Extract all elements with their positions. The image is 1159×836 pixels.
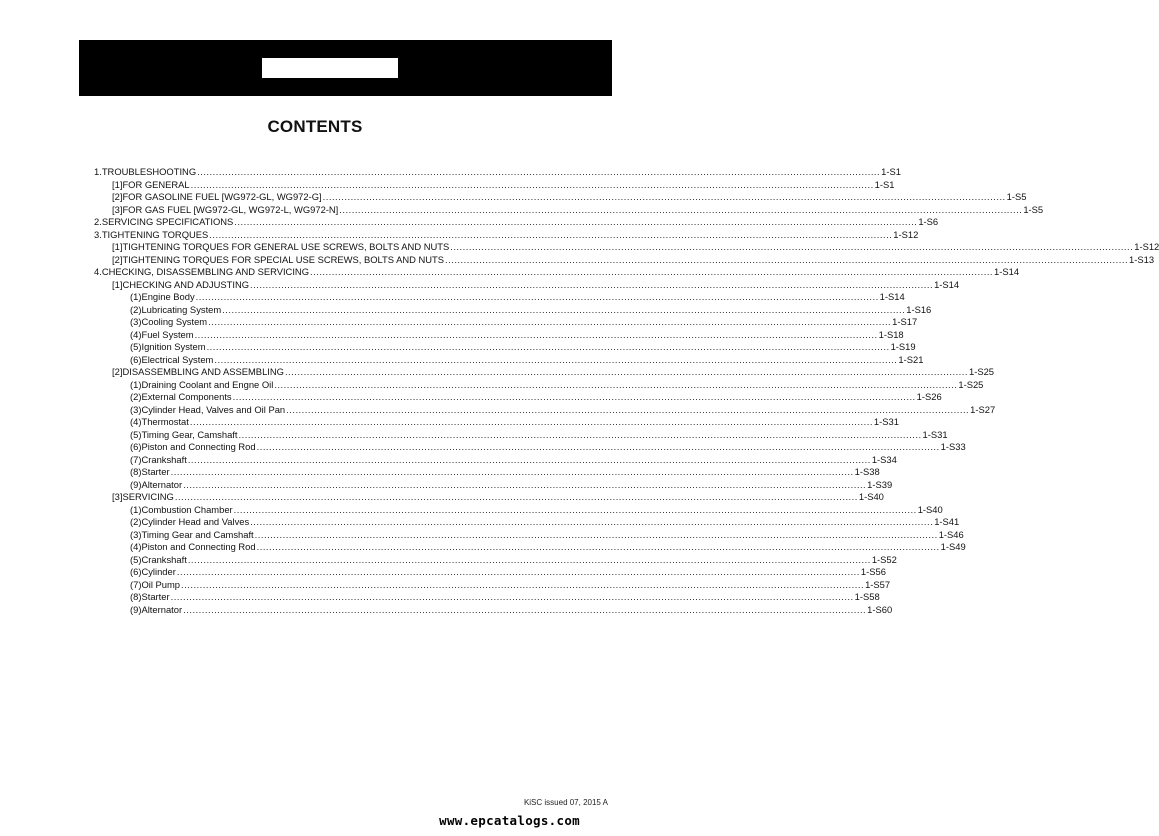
toc-entry-number: (2) xyxy=(130,303,142,315)
toc-dot-leader: ............................................................................................................................................................................................................................ xyxy=(339,203,1023,215)
toc-entry xyxy=(130,466,880,478)
toc-entry xyxy=(130,578,891,591)
toc-dot-leader: ............................................................................................................................................................................................................................ xyxy=(170,591,854,602)
toc-entry-number: (6) xyxy=(130,353,142,365)
toc-entry xyxy=(94,166,901,178)
toc-entry-title: Crankshaft xyxy=(141,553,187,565)
toc-entry-page: 1-S1 xyxy=(881,166,901,177)
toc-entry-number: 2. xyxy=(94,216,102,227)
toc-entry-title: Crankshaft xyxy=(141,453,187,465)
toc-dot-leader: ............................................................................................................................................................................................................................ xyxy=(183,603,867,615)
toc-entry-number: (8) xyxy=(130,591,142,602)
toc-entry-page: 1-S27 xyxy=(970,403,996,415)
toc-entry-number: (7) xyxy=(130,578,142,590)
footer-note: KiSC issued 07, 2015 A xyxy=(523,798,608,807)
toc-entry xyxy=(130,441,966,453)
toc-entry-title: Draining Coolant and Engne Oil xyxy=(141,378,274,390)
page-title: CONTENTS xyxy=(267,117,363,136)
toc-dot-leader: ............................................................................................................................................................................................................................ xyxy=(170,466,854,477)
toc-entry-page: 1-S14 xyxy=(994,266,1020,277)
toc-entry-title: Cylinder Head and Valves xyxy=(141,516,250,527)
toc-entry-page: 1-S40 xyxy=(917,503,943,515)
toc-dot-leader: ............................................................................................................................................................................................................................ xyxy=(195,291,879,302)
toc-dot-leader: ............................................................................................................................................................................................................................ xyxy=(197,166,881,177)
toc-entry-page: 1-S12 xyxy=(893,228,919,240)
toc-entry-number: (1) xyxy=(130,378,142,390)
toc-entry-page: 1-S31 xyxy=(922,428,948,440)
watermark: www.epcatalogs.com xyxy=(439,813,580,828)
toc-entry-title: DISASSEMBLING AND ASSEMBLING xyxy=(122,366,284,377)
toc-entry-number: [1] xyxy=(112,178,123,190)
toc-dot-leader: ............................................................................................................................................................................................................................ xyxy=(450,241,1134,252)
toc-dot-leader: ............................................................................................................................................................................................................................ xyxy=(208,316,892,327)
toc-entry-number: (5) xyxy=(130,553,142,565)
toc-entry xyxy=(112,366,995,378)
toc-entry-page: 1-S1 xyxy=(874,178,895,190)
toc-entry-number: (6) xyxy=(130,441,142,452)
toc-entry xyxy=(130,428,948,441)
toc-dot-leader: ............................................................................................................................................................................................................................ xyxy=(187,453,871,465)
toc-entry xyxy=(130,378,984,391)
toc-dot-leader: ............................................................................................................................................................................................................................ xyxy=(250,278,934,290)
toc-entry xyxy=(112,241,1159,253)
toc-entry xyxy=(130,328,904,341)
toc-entry xyxy=(130,353,924,366)
toc-entry xyxy=(130,391,942,403)
toc-dot-leader: ............................................................................................................................................................................................................................ xyxy=(209,228,893,240)
toc-entry-number: (4) xyxy=(130,328,142,340)
toc-entry-title: Engine Body xyxy=(141,291,195,302)
header-bar xyxy=(79,40,612,96)
toc-entry xyxy=(130,516,960,528)
toc-entry-page: 1-S60 xyxy=(867,603,893,615)
toc-entry-page: 1-S38 xyxy=(854,466,880,477)
toc-entry xyxy=(112,253,1155,266)
toc-entry-page: 1-S5 xyxy=(1006,191,1027,202)
toc-entry-page: 1-S46 xyxy=(938,528,964,540)
toc-entry-title: Piston and Connecting Rod xyxy=(141,441,256,452)
toc-entry-page: 1-S52 xyxy=(871,553,897,565)
toc-entry xyxy=(130,303,932,316)
toc-entry-number: [2] xyxy=(112,366,123,377)
toc-entry-page: 1-S31 xyxy=(873,416,899,427)
toc-entry-number: (5) xyxy=(130,341,142,352)
toc-dot-leader: ............................................................................................................................................................................................................................ xyxy=(222,303,906,315)
toc-entry xyxy=(94,266,1020,278)
toc-entry-title: Timing Gear and Camshaft xyxy=(141,528,254,540)
toc-dot-leader: ............................................................................................................................................................................................................................ xyxy=(256,441,940,452)
toc-entry-title: Combustion Chamber xyxy=(141,503,233,515)
toc-entry-page: 1-S18 xyxy=(878,328,904,340)
toc-entry xyxy=(112,191,1027,203)
toc-entry xyxy=(94,228,919,241)
toc-entry-page: 1-S17 xyxy=(892,316,918,327)
toc-entry-page: 1-S6 xyxy=(918,216,939,227)
toc-entry xyxy=(130,541,966,553)
toc-entry-number: [3] xyxy=(112,491,123,502)
toc-entry xyxy=(130,503,943,516)
toc-entry-title: Alternator xyxy=(141,478,183,490)
toc-dot-leader: ............................................................................................................................................................................................................................ xyxy=(232,391,916,402)
toc-entry-title: Cylinder xyxy=(141,566,176,577)
toc-entry-page: 1-S49 xyxy=(940,541,966,552)
toc-entry-title: Oil Pump xyxy=(141,578,181,590)
toc-entry-title: Lubricating System xyxy=(141,303,222,315)
header-label-box xyxy=(262,58,398,78)
toc-entry-title: Starter xyxy=(141,466,170,477)
toc-entry-title: Timing Gear, Camshaft xyxy=(141,428,238,440)
toc-entry-page: 1-S21 xyxy=(898,353,924,365)
toc-entry-title: Cylinder Head, Valves and Oil Pan xyxy=(141,403,286,415)
toc-dot-leader: ............................................................................................................................................................................................................................ xyxy=(233,503,917,515)
toc-dot-leader: ............................................................................................................................................................................................................................ xyxy=(250,516,934,527)
toc-entry-number: (5) xyxy=(130,428,142,440)
toc-entry-title: Piston and Connecting Rod xyxy=(141,541,256,552)
toc-entry-title: Thermostat xyxy=(141,416,189,427)
toc-entry-title: SERVICING xyxy=(122,491,174,502)
toc-entry-number: [3] xyxy=(112,203,123,215)
toc-entry xyxy=(112,278,960,291)
toc-dot-leader: ............................................................................................................................................................................................................................ xyxy=(256,541,940,552)
toc-entry xyxy=(130,603,893,616)
toc-entry-page: 1-S56 xyxy=(860,566,886,577)
toc-entry xyxy=(130,403,996,416)
toc-entry-number: (2) xyxy=(130,516,142,527)
toc-entry xyxy=(130,316,918,328)
toc-entry-title: CHECKING, DISASSEMBLING AND SERVICING xyxy=(101,266,309,277)
toc-entry-title: TIGHTENING TORQUES FOR GENERAL USE SCREWS, BOLTS AND NUTS xyxy=(122,241,450,252)
toc-entry xyxy=(130,478,893,491)
toc-entry-number: (7) xyxy=(130,453,142,465)
toc-entry-page: 1-S25 xyxy=(968,366,995,377)
toc-entry-number: 4. xyxy=(94,266,102,277)
toc-entry-page: 1-S14 xyxy=(879,291,905,302)
toc-entry-number: 1. xyxy=(94,166,102,177)
toc-entry-page: 1-S25 xyxy=(958,378,984,390)
toc-dot-leader: ............................................................................................................................................................................................................................ xyxy=(206,341,890,352)
toc-entry-number: (6) xyxy=(130,566,142,577)
toc-entry-number: (1) xyxy=(130,291,142,302)
toc-dot-leader: ............................................................................................................................................................................................................................ xyxy=(194,328,878,340)
toc-entry-page: 1-S5 xyxy=(1023,203,1044,215)
toc-dot-leader: ............................................................................................................................................................................................................................ xyxy=(183,478,867,490)
toc-entry-title: TROUBLESHOOTING xyxy=(101,166,197,177)
toc-entry xyxy=(112,203,1044,216)
toc-dot-leader: ............................................................................................................................................................................................................................ xyxy=(310,266,994,277)
toc-entry-number: (1) xyxy=(130,503,142,515)
toc-entry-page: 1-S12 xyxy=(1134,241,1159,252)
toc-dot-leader: ............................................................................................................................................................................................................................ xyxy=(181,578,865,590)
toc-entry-page: 1-S57 xyxy=(865,578,891,590)
toc-entry-page: 1-S39 xyxy=(867,478,893,490)
toc-entry xyxy=(130,291,905,303)
toc-entry-title: Ignition System xyxy=(141,341,206,352)
toc-entry-number: [1] xyxy=(112,241,123,252)
toc-entry-title: TIGHTENING TORQUES xyxy=(101,228,209,240)
toc-entry-number: (9) xyxy=(130,478,142,490)
toc-entry-title: CHECKING AND ADJUSTING xyxy=(122,278,250,290)
toc-entry-page: 1-S33 xyxy=(940,441,966,452)
toc-dot-leader: ............................................................................................................................................................................................................................ xyxy=(322,191,1006,202)
toc-entry xyxy=(94,216,939,228)
toc-entry-page: 1-S13 xyxy=(1129,253,1155,265)
toc-entry-title: SERVICING SPECIFICATIONS xyxy=(101,216,234,227)
toc-entry-number: (9) xyxy=(130,603,142,615)
toc-entry xyxy=(130,528,964,541)
toc-entry-page: 1-S34 xyxy=(871,453,897,465)
toc-entry xyxy=(130,553,897,566)
toc-entry-title: TIGHTENING TORQUES FOR SPECIAL USE SCREWS, BOLTS AND NUTS xyxy=(122,253,445,265)
toc-dot-leader: ............................................................................................................................................................................................................................ xyxy=(190,178,874,190)
toc-entry-number: 3. xyxy=(94,228,102,240)
toc-entry-page: 1-S40 xyxy=(858,491,884,502)
toc-entry-page: 1-S26 xyxy=(916,391,942,402)
toc-entry-title: FOR GASOLINE FUEL [WG972-GL, WG972-G] xyxy=(122,191,322,202)
toc-entry-number: [1] xyxy=(112,278,123,290)
toc-entry xyxy=(130,416,899,428)
toc-dot-leader: ............................................................................................................................................................................................................................ xyxy=(445,253,1129,265)
toc-entry-number: (8) xyxy=(130,466,142,477)
toc-dot-leader: ............................................................................................................................................................................................................................ xyxy=(176,566,860,577)
toc-entry-title: FOR GENERAL xyxy=(122,178,190,190)
toc-entry-title: Alternator xyxy=(141,603,183,615)
toc-entry-title: Fuel System xyxy=(141,328,194,340)
toc-entry-title: Starter xyxy=(141,591,170,602)
toc-dot-leader: ............................................................................................................................................................................................................................ xyxy=(274,378,958,390)
toc-entry-title: FOR GAS FUEL [WG972-GL, WG972-L, WG972-N] xyxy=(122,203,339,215)
toc-dot-leader: ............................................................................................................................................................................................................................ xyxy=(254,528,938,540)
toc-entry-number: (4) xyxy=(130,541,142,552)
toc-entry-number: [2] xyxy=(112,191,123,202)
toc-entry-page: 1-S14 xyxy=(934,278,960,290)
toc-entry-number: [2] xyxy=(112,253,123,265)
toc-entry-number: (2) xyxy=(130,391,142,402)
toc-entry-page: 1-S41 xyxy=(934,516,960,527)
toc-entry-title: Cooling System xyxy=(141,316,208,327)
toc-dot-leader: ............................................................................................................................................................................................................................ xyxy=(284,366,968,377)
toc-entry-number: (3) xyxy=(130,316,142,327)
toc-dot-leader: ............................................................................................................................................................................................................................ xyxy=(238,428,922,440)
toc-entry-page: 1-S16 xyxy=(906,303,932,315)
toc-entry xyxy=(112,491,884,503)
toc-dot-leader: ............................................................................................................................................................................................................................ xyxy=(174,491,858,502)
toc-entry-number: (3) xyxy=(130,528,142,540)
toc-entry xyxy=(130,453,897,466)
toc-entry-title: Electrical System xyxy=(141,353,214,365)
toc-dot-leader: ............................................................................................................................................................................................................................ xyxy=(187,553,871,565)
toc-dot-leader: ............................................................................................................................................................................................................................ xyxy=(234,216,918,227)
toc-entry xyxy=(130,566,886,578)
toc-entry-page: 1-S19 xyxy=(890,341,916,352)
toc-entry-page: 1-S58 xyxy=(854,591,880,602)
toc-entry xyxy=(130,591,880,603)
toc-entry xyxy=(130,341,916,353)
toc-dot-leader: ............................................................................................................................................................................................................................ xyxy=(189,416,873,427)
toc-entry-number: (3) xyxy=(130,403,142,415)
toc-entry xyxy=(112,178,895,191)
toc-entry-title: External Components xyxy=(141,391,232,402)
toc-dot-leader: ............................................................................................................................................................................................................................ xyxy=(214,353,898,365)
toc-dot-leader: ............................................................................................................................................................................................................................ xyxy=(286,403,970,415)
toc-entry-number: (4) xyxy=(130,416,142,427)
